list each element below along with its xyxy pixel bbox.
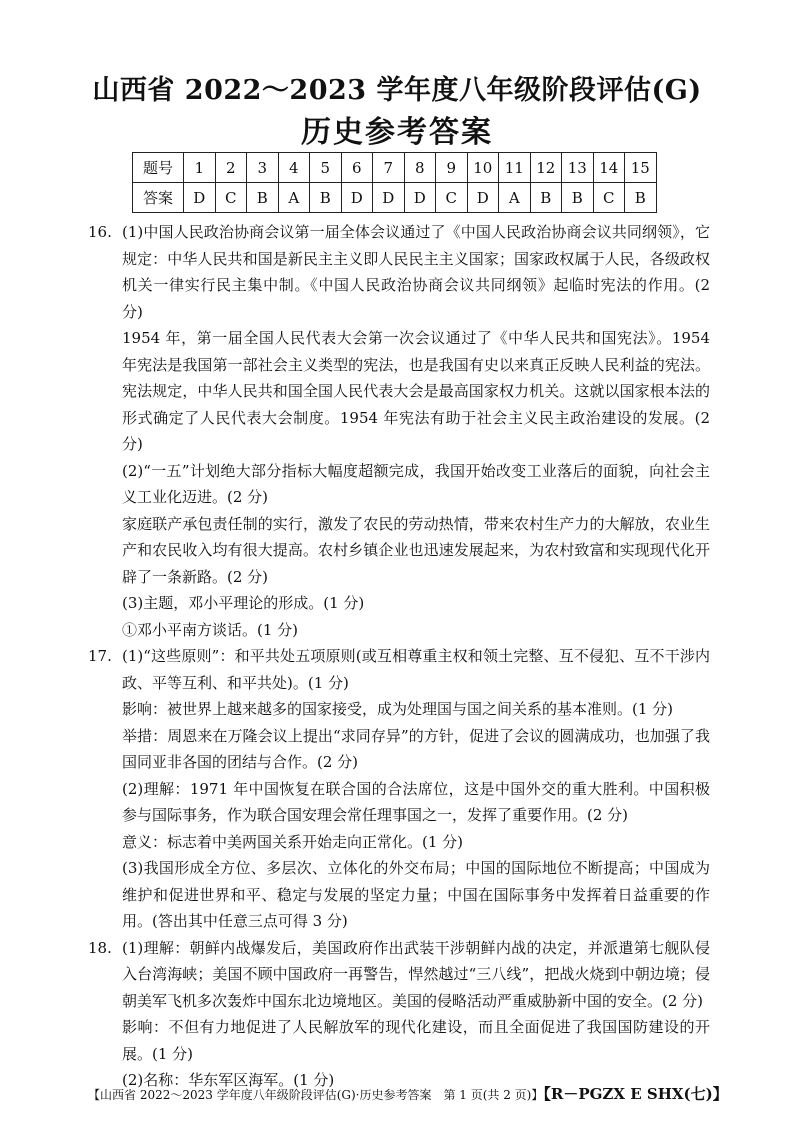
answer-paragraph: (2)理解：1971 年中国恢复在联合国的合法席位，这是中国外交的重大胜利。中国积极参与国际事务，作为联合国安理会常任理事国之一，发挥了重要作用。(2 分) (122, 779, 710, 824)
answer-cell: D (184, 183, 216, 213)
question-number-cell: 7 (373, 153, 405, 183)
answer-cell: B (530, 183, 562, 213)
page-subtitle: 历史参考答案 (301, 115, 493, 150)
question-17 (88, 643, 710, 935)
row-label-answer: 答案 (133, 183, 184, 213)
answer-cell: A (278, 183, 310, 213)
footer-text: 【山西省 2022～2023 学年度八年级阶段评估(G)·历史参考答案 第 1 页(共 2 页)】 (88, 1088, 544, 1102)
answer-paragraph: ①邓小平南方谈话。(1 分) (122, 620, 299, 639)
answer-paragraph: 举措：周恩来在万隆会议上提出“求同存异”的方针，促进了会议的圆满成功，也加强了我国同亚非各国的团结与合作。(2 分) (122, 726, 710, 771)
question-number-cell: 9 (436, 153, 468, 183)
page-footer (88, 1083, 728, 1104)
answer-paragraph: (1)理解：朝鲜内战爆发后，美国政府作出武装干涉朝鲜内战的决定，并派遣第七舰队侵入台湾海峡；美国不顾中国政府一再警告，悍然越过“三八线”，把战火烧到中朝边境；侵朝美军飞机多次轰炸中国东北边境地区。美国的侵略活动严重威胁新中国的安全。(2 分) (122, 938, 710, 1010)
question-number-cell: 2 (215, 153, 247, 183)
answer-body (88, 219, 710, 1094)
answer-cell: D (467, 183, 499, 213)
question-number-cell: 1 (184, 153, 216, 183)
answer-paragraph: 影响：不但有力地促进了人民解放军的现代化建设，而且全面促进了我国国防建设的开展。(1 分) (122, 1018, 710, 1063)
question-number-cell: 13 (562, 153, 594, 183)
answer-table (132, 152, 657, 213)
answer-paragraph: (3)我国形成全方位、多层次、立体化的外交布局；中国的国际地位不断提高；中国成为维护和促进世界和平、稳定与发展的坚定力量；中国在国际事务中发挥着日益重要的作用。(答出其中任意三点可得 3 分) (122, 859, 710, 930)
question-number-cell: 3 (247, 153, 279, 183)
answer-cell: A (499, 183, 531, 213)
question-18 (88, 935, 710, 1094)
answer-paragraph: (3)主题，邓小平理论的形成。(1 分) (122, 594, 365, 612)
question-number: 18. (88, 938, 112, 957)
row-label-number: 题号 (133, 153, 184, 183)
question-number-cell: 12 (530, 153, 562, 183)
question-number-cell: 11 (499, 153, 531, 183)
question-number: 16. (88, 223, 112, 241)
answer-cell: C (436, 183, 468, 213)
answer-cell: B (625, 183, 657, 213)
answer-cell: D (404, 183, 436, 213)
question-number-cell: 8 (404, 153, 436, 183)
answer-paragraph: (1)中国人民政治协商会议第一届全体会议通过了《中国人民政治协商会议共同纲领》，它规定：中华人民共和国是新民主主义即人民民主主义国家；国家政权属于人民，各级政权机关一律实行民主集中制。《中国人民政治协商会议共同纲领》起临时宪法的作用。(2 分) (122, 223, 710, 321)
answer-cell: B (247, 183, 279, 213)
page-title: 山西省 2022～2023 学年度八年级阶段评估(G) (92, 75, 702, 106)
question-16 (88, 219, 710, 643)
answer-cell: C (215, 183, 247, 213)
answer-table-number-row (133, 153, 657, 183)
answer-cell: D (373, 183, 405, 213)
answer-paragraph: 意义：标志着中美两国关系开始走向正常化。(1 分) (122, 832, 464, 851)
answer-cell: D (341, 183, 373, 213)
answer-paragraph: (2)“一五”计划绝大部分指标大幅度超额完成，我国开始改变工业落后的面貌，向社会主义工业化迈进。(2 分) (122, 461, 710, 506)
footer-code: 【R－PGZX E SHX(七)】 (543, 1085, 728, 1103)
question-number-cell: 5 (310, 153, 342, 183)
answer-paragraph: (2)名称：华东军区海军。(1 分) (122, 1071, 335, 1089)
answer-paragraph: 影响：被世界上越来越多的国家接受，成为处理国与国之间关系的基本准则。(1 分) (122, 700, 674, 718)
answer-paragraph: (1)“这些原则”：和平共处五项原则(或互相尊重主权和领土完整、互不侵犯、互不干涉内政、平等互利、和平共处)。(1 分) (122, 647, 710, 692)
question-number-cell: 10 (467, 153, 499, 183)
question-number-cell: 6 (341, 153, 373, 183)
question-number-cell: 14 (593, 153, 625, 183)
answer-cell: B (310, 183, 342, 213)
answer-cell: C (593, 183, 625, 213)
answer-paragraph: 家庭联产承包责任制的实行，激发了农民的劳动热情，带来农村生产力的大解放，农业生产和农民收入均有很大提高。农村乡镇企业也迅速发展起来，为农村致富和实现现代化开辟了一条新路。(2 分) (122, 514, 710, 586)
answer-cell: B (562, 183, 594, 213)
answer-paragraph: 1954 年，第一届全国人民代表大会第一次会议通过了《中华人民共和国宪法》。1954 年宪法是我国第一部社会主义类型的宪法，也是我国有史以来真正反映人民利益的宪法。宪法规定，中华人民共和国全国人民代表大会是最高国家权力机关。这就以国家根本法的形式确定了人民代表大会制度。1954 年宪法有助于社会主义民主政治建设的发展。(2 分) (122, 329, 710, 453)
answer-table-answer-row (133, 183, 657, 213)
question-number-cell: 15 (625, 153, 657, 183)
question-number: 17. (88, 647, 112, 665)
question-number-cell: 4 (278, 153, 310, 183)
